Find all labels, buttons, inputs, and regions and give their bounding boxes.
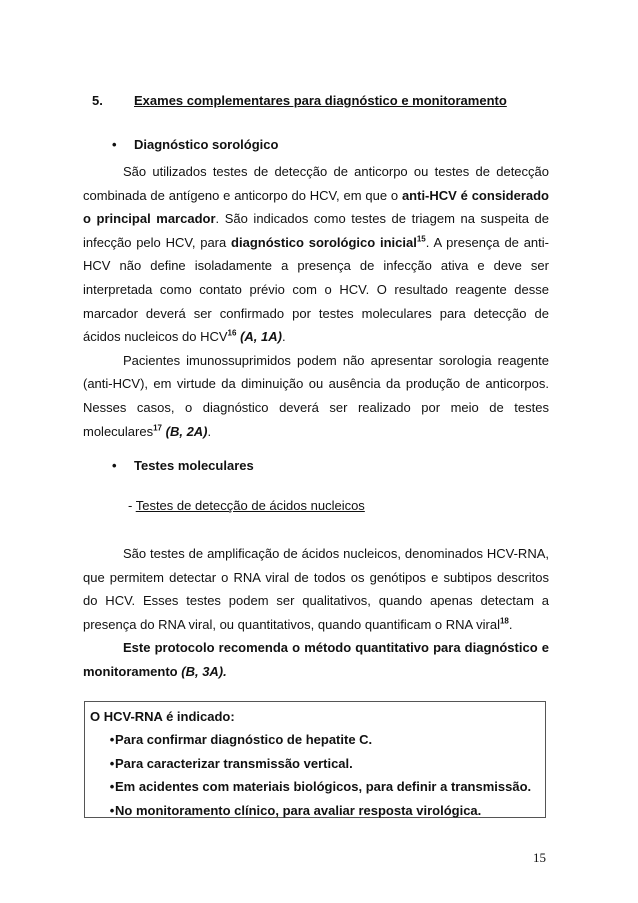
paragraph	[83, 542, 549, 636]
section-heading	[92, 93, 552, 111]
indication-box	[84, 701, 546, 818]
bold-text: anti-HCV é considerado o principal marcador	[83, 187, 550, 227]
bullet-icon: •	[112, 137, 117, 152]
bullet-icon: •	[112, 458, 117, 473]
paragraph	[83, 349, 549, 443]
box-title: O HCV-RNA é indicado:	[90, 709, 235, 724]
list-item-text: Para confirmar diagnóstico de hepatite C.	[115, 732, 373, 747]
bullet-icon: •	[109, 802, 115, 818]
subsection-title: Testes moleculares	[134, 458, 254, 473]
reference-superscript: 15	[416, 234, 426, 244]
text-run: Pacientes imunossuprimidos podem não apresentar sorologia reagente (anti-HCV), em virtude da diminuição ou ausência da produção de anticorpos. Nesses casos, o diagnóstico deverá ser realizado por meio de testes moleculares	[83, 352, 549, 439]
list-item-text: Em acidentes com materiais biológicos, para definir a transmissão.	[115, 779, 532, 794]
evidence-grade: (A, 1A)	[240, 329, 282, 345]
subsection-heading-serologic	[112, 137, 278, 152]
text-run: São testes de amplificação de ácidos nucleicos, denominados HCV-RNA, que permitem detectar o RNA viral de todos os genótipos e subtipos descritos do HCV. Esses testes podem ser qualitativos, quando apenas detectam a presença do RNA viral, ou quantitativos, quando quantificam o RNA viral	[83, 546, 549, 632]
subsection-title: Diagnóstico sorológico	[134, 137, 279, 152]
molecular-body	[83, 542, 549, 684]
section-number: 5.	[92, 93, 103, 108]
list-item-text: Para caracterizar transmissão vertical.	[115, 755, 353, 771]
section-title: Exames complementares para diagnóstico e monitoramento	[134, 93, 507, 108]
page-number: 15	[533, 850, 546, 865]
list-item	[85, 779, 531, 803]
list-item	[85, 732, 531, 756]
text-run: . A presença de anti-HCV não define isoladamente a presença de infecção ativa e deve ser interpretada como contato prévio com o HCV. O resultado reagente desse marcador deverá ser confirmado por testes moleculares para detecção de ácidos nucleicos do HCV	[83, 234, 549, 345]
serologic-body	[83, 160, 549, 443]
bullet-icon: •	[109, 779, 115, 794]
reference-superscript: 16	[227, 328, 237, 338]
bold-text: Este protocolo recomenda o método quantitativo para diagnóstico e monitoramento	[83, 640, 549, 679]
list-item	[85, 756, 531, 780]
list-item-text: No monitoramento clínico, para avaliar resposta virológica.	[115, 802, 482, 818]
list-item	[85, 803, 531, 827]
evidence-grade: (B, 2A)	[165, 423, 208, 439]
text-run: .	[281, 329, 286, 345]
bullet-icon: •	[109, 755, 115, 771]
reference-superscript: 17	[153, 423, 162, 433]
paragraph	[83, 160, 549, 349]
text-run: . São indicados como testes de triagem na suspeita de infecção pelo HCV, para	[83, 211, 550, 250]
indication-list	[85, 732, 531, 826]
paragraph	[83, 636, 549, 683]
sub-heading	[128, 498, 365, 513]
text-run: São utilizados testes de detecção de anticorpo ou testes de detecção combinada de antígeno e anticorpo do HCV, em que o	[83, 164, 549, 203]
evidence-grade: (B, 3A).	[181, 663, 227, 679]
subsection-heading-molecular	[112, 458, 254, 473]
text-run: .	[207, 423, 212, 439]
bullet-icon: •	[109, 732, 115, 747]
text-run: .	[508, 616, 513, 632]
sub-heading-prefix: -	[128, 498, 136, 513]
sub-heading-title: Testes de detecção de ácidos nucleicos	[135, 498, 365, 513]
bold-text: diagnóstico sorológico inicial	[231, 234, 417, 250]
reference-superscript: 18	[499, 616, 509, 626]
